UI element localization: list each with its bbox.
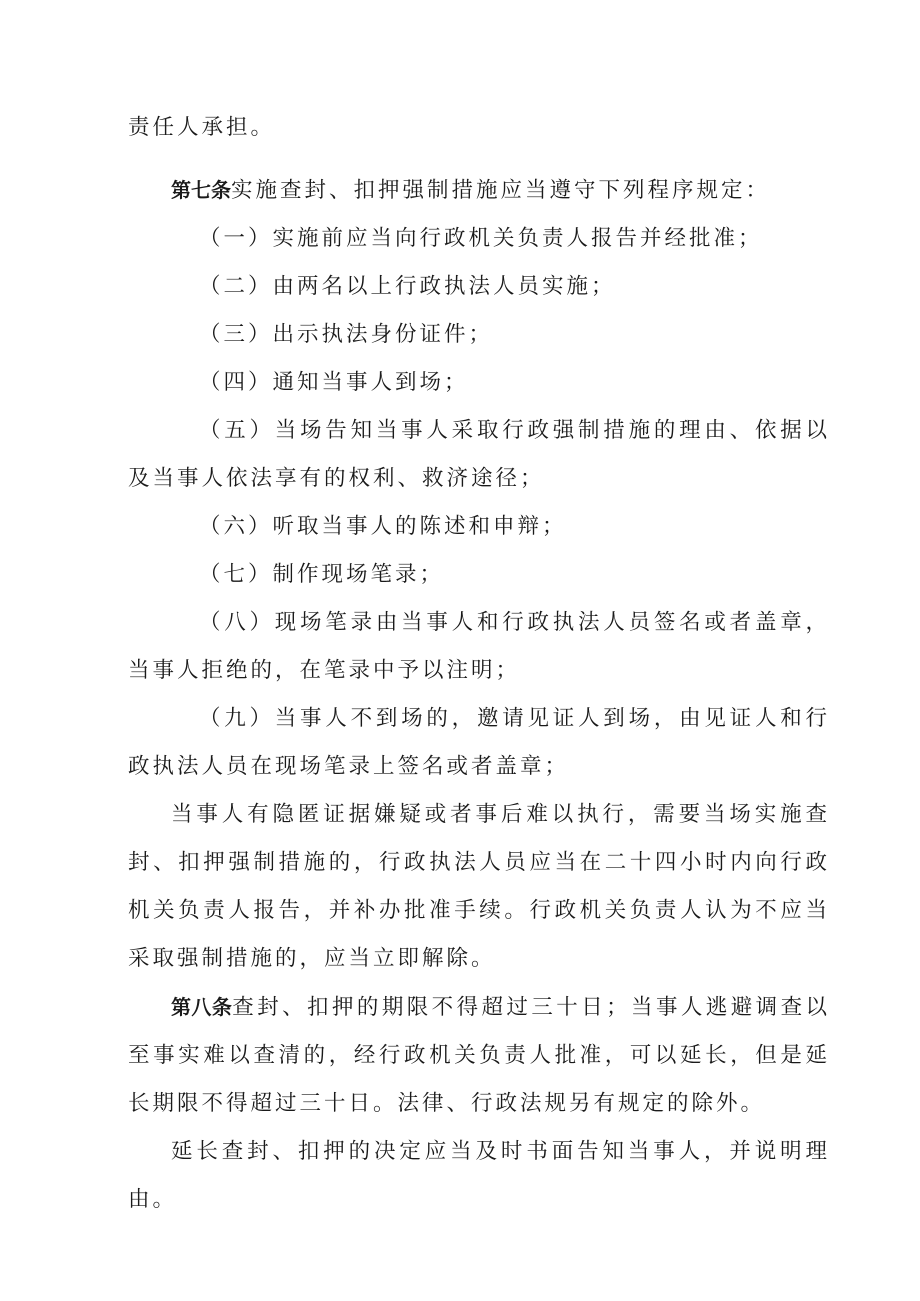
- article-7-heading: 第七条: [171, 178, 231, 202]
- article-7-item-2: （二）由两名以上行政执法人员实施；: [198, 274, 616, 299]
- article-7-item-3: （三）出示执法身份证件；: [198, 322, 493, 347]
- article-7-closing: 当事人有隐匿证据嫌疑或者事后难以执行，需要当场实施查封、扣押强制措施的，行政执法人员应当在二十四小时内向行政机关负责人报告，并补办批准手续。行政机关负责人认为不应当采取强制措施的，应当立即解除。: [128, 802, 830, 971]
- article-8-body-text: 查封、扣押的期限不得超过三十日；当事人逃避调查以至事实难以查清的，经行政机关负责人批准，可以延长，但是延长期限不得超过三十日。法律、行政法规另有规定的除外。: [128, 995, 831, 1116]
- article-8-heading: 第八条: [171, 995, 233, 1019]
- article-7-item-6: （六）听取当事人的陈述和申辩；: [198, 514, 567, 539]
- article-7-intro: [128, 166, 830, 215]
- continuation-paragraph: 责任人承担。: [128, 115, 276, 140]
- article-7-item-4: （四）通知当事人到场；: [198, 370, 469, 395]
- article-7-item-8: （八）现场笔录由当事人和行政执法人员签名或者盖章，当事人拒绝的，在笔录中予以注明；: [128, 610, 830, 683]
- document-body: [128, 104, 830, 1224]
- article-8-body: [128, 983, 830, 1128]
- article-8-closing: 延长查封、扣押的决定应当及时书面告知当事人，并说明理由。: [128, 1139, 830, 1212]
- article-7-item-7: （七）制作现场笔录；: [198, 562, 444, 587]
- article-7-item-5: （五）当场告知当事人采取行政强制措施的理由、依据以及当事人依法享有的权利、救济途径；: [128, 418, 830, 491]
- article-7-item-9: （九）当事人不到场的，邀请见证人到场，由见证人和行政执法人员在现场笔录上签名或者盖章；: [128, 706, 830, 779]
- article-7-item-1: （一）实施前应当向行政机关负责人报告并经批准；: [198, 226, 763, 251]
- article-7-intro-text: 实施查封、扣押强制措施应当遵守下列程序规定：: [231, 178, 771, 203]
